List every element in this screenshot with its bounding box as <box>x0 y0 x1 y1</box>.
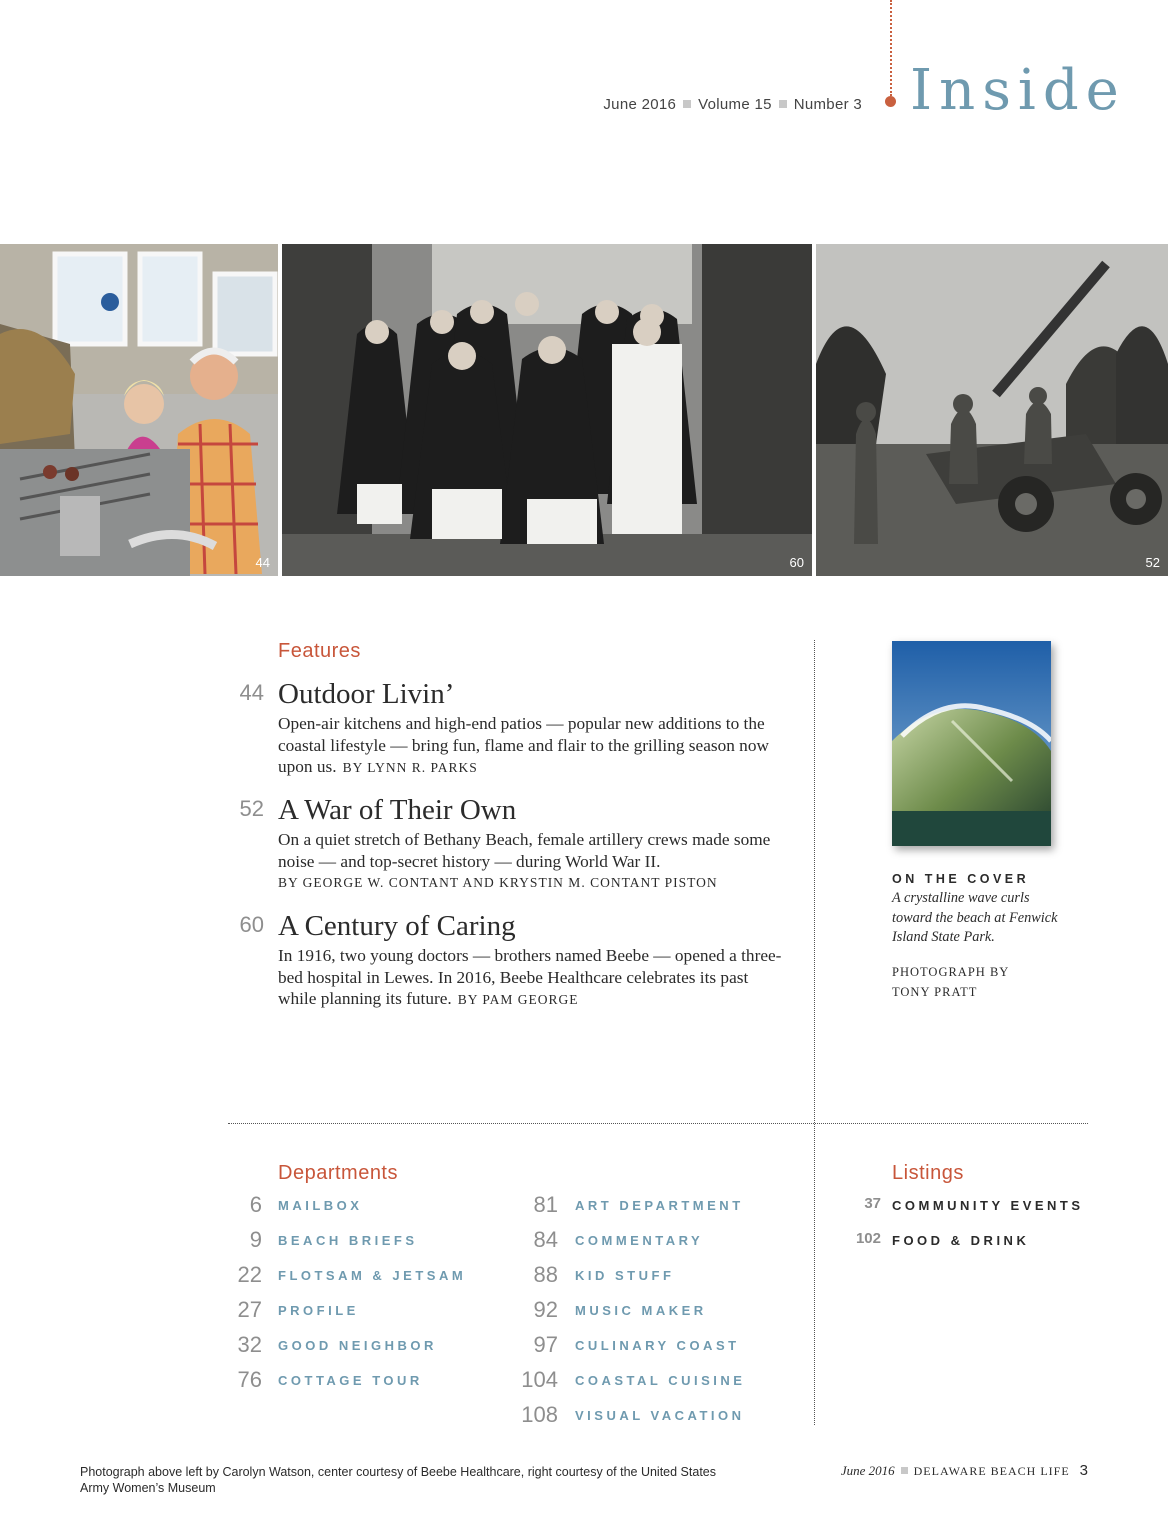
department-label[interactable]: FLOTSAM & JETSAM <box>278 1268 467 1283</box>
photo-page-number: 60 <box>789 555 804 570</box>
barbecue-photo <box>0 244 278 576</box>
department-page-number: 84 <box>533 1227 558 1252</box>
feature-description: In 1916, two young doctors — brothers named Beebe — opened a three-bed hospital in Lewes. In 2016, Beebe Healthcare celebrates its past while planning its future. BY PAM GEORGE <box>278 946 782 1008</box>
cover-wave-photo <box>892 641 1051 846</box>
feature-page-number: 44 <box>239 680 264 705</box>
feature-description: On a quiet stretch of Bethany Beach, female artillery crews made some noise — and top-secret history — during World War II. BY GEORGE W. CONTANT AND KRYSTIN M. CONTANT PISTON <box>278 829 783 894</box>
column-divider <box>814 640 815 1425</box>
section-divider <box>228 1123 1088 1124</box>
department-label[interactable]: MAILBOX <box>278 1198 363 1213</box>
department-item[interactable] <box>500 1367 780 1402</box>
department-page-number: 6 <box>249 1192 262 1217</box>
department-item[interactable] <box>500 1262 780 1297</box>
cover-label: ON THE COVER <box>892 872 1030 886</box>
cover-credit <box>892 962 1072 1002</box>
department-page-number: 76 <box>237 1367 262 1392</box>
feature-description: Open-air kitchens and high-end patios — popular new additions to the coastal lifestyle — bring fun, flame and flair to the grilling season now upon us. BY LYNN R. PARKS <box>278 714 769 776</box>
separator-square-icon <box>901 1467 908 1474</box>
department-page-number: 81 <box>533 1192 558 1217</box>
department-item[interactable] <box>500 1332 780 1367</box>
department-item[interactable] <box>500 1402 780 1437</box>
feature-item[interactable] <box>228 910 788 1010</box>
department-label[interactable]: CULINARY COAST <box>575 1338 740 1353</box>
listing-page-number: 102 <box>855 1230 881 1247</box>
nurses-group-photo <box>282 244 812 576</box>
department-label[interactable]: PROFILE <box>278 1303 359 1318</box>
page-title: Inside <box>910 58 1126 123</box>
issue-volume: Volume 15 <box>698 96 772 113</box>
department-item[interactable] <box>228 1332 488 1367</box>
department-page-number: 9 <box>249 1227 262 1252</box>
cover-credit-line: PHOTOGRAPH BY <box>892 965 1010 979</box>
issue-number: Number 3 <box>793 96 862 113</box>
department-label[interactable]: ART DEPARTMENT <box>575 1198 744 1213</box>
department-page-number: 32 <box>237 1332 262 1357</box>
feature-title[interactable]: A Century of Caring <box>278 910 516 942</box>
department-item[interactable] <box>500 1227 780 1262</box>
department-label[interactable]: BEACH BRIEFS <box>278 1233 418 1248</box>
listing-item[interactable] <box>840 1227 1100 1262</box>
listing-item[interactable] <box>840 1192 1100 1227</box>
masthead-dot <box>885 96 896 107</box>
cover-credit-name: TONY PRATT <box>892 985 978 999</box>
departments-column-2 <box>500 1192 780 1442</box>
listing-page-number: 37 <box>864 1195 881 1212</box>
page-folio <box>841 1462 1088 1479</box>
department-page-number: 27 <box>237 1297 262 1322</box>
departments-column-1 <box>228 1192 488 1412</box>
feature-byline: BY GEORGE W. CONTANT AND KRYSTIN M. CONTANT PISTON <box>278 875 718 890</box>
feature-title[interactable]: Outdoor Livin’ <box>278 678 455 710</box>
department-page-number: 88 <box>533 1262 558 1287</box>
department-label[interactable]: VISUAL VACATION <box>575 1408 745 1423</box>
issue-line <box>603 96 862 113</box>
department-item[interactable] <box>228 1297 488 1332</box>
department-label[interactable]: KID STUFF <box>575 1268 675 1283</box>
photo-credit: Photograph above left by Carolyn Watson, center courtesy of Beebe Healthcare, right courtesy of the United States Army Women’s Museum <box>80 1465 716 1495</box>
feature-byline: BY PAM GEORGE <box>457 992 579 1007</box>
department-label[interactable]: COMMENTARY <box>575 1233 704 1248</box>
department-label[interactable]: MUSIC MAKER <box>575 1303 707 1318</box>
departments-heading: Departments <box>278 1162 398 1184</box>
department-item[interactable] <box>228 1192 488 1227</box>
feature-page-number: 60 <box>239 912 264 937</box>
separator-square-icon <box>779 100 787 108</box>
photo-page-number: 44 <box>255 555 270 570</box>
artillery-gun-photo <box>816 244 1168 576</box>
listings-heading: Listings <box>892 1162 964 1184</box>
folio-magazine-name: DELAWARE BEACH LIFE <box>913 1464 1070 1478</box>
listings-column <box>840 1192 1100 1272</box>
department-page-number: 92 <box>533 1297 558 1322</box>
department-item[interactable] <box>228 1227 488 1262</box>
photo-page-number: 52 <box>1145 555 1160 570</box>
feature-title[interactable]: A War of Their Own <box>278 794 517 826</box>
department-page-number: 104 <box>521 1367 558 1392</box>
folio-date: June 2016 <box>840 1463 895 1478</box>
folio-page-number: 3 <box>1079 1462 1088 1479</box>
department-page-number: 108 <box>521 1402 558 1427</box>
feature-item[interactable] <box>228 678 788 778</box>
department-item[interactable] <box>228 1367 488 1402</box>
feature-item[interactable] <box>228 794 788 894</box>
issue-date: June 2016 <box>603 96 677 113</box>
feature-byline: BY LYNN R. PARKS <box>342 760 478 775</box>
department-label[interactable]: COTTAGE TOUR <box>278 1373 423 1388</box>
cover-caption: A crystalline wave curls toward the beach at Fenwick Island State Park. <box>892 890 1058 945</box>
separator-square-icon <box>683 100 691 108</box>
department-item[interactable] <box>500 1192 780 1227</box>
department-item[interactable] <box>228 1262 488 1297</box>
department-page-number: 97 <box>533 1332 558 1357</box>
masthead-dotted-line <box>890 0 892 96</box>
feature-page-number: 52 <box>239 796 264 821</box>
department-item[interactable] <box>500 1297 780 1332</box>
department-label[interactable]: GOOD NEIGHBOR <box>278 1338 437 1353</box>
features-heading: Features <box>278 640 361 662</box>
department-label[interactable]: COASTAL CUISINE <box>575 1373 746 1388</box>
listing-label[interactable]: COMMUNITY EVENTS <box>892 1198 1084 1213</box>
department-page-number: 22 <box>237 1262 262 1287</box>
listing-label[interactable]: FOOD & DRINK <box>892 1233 1030 1248</box>
